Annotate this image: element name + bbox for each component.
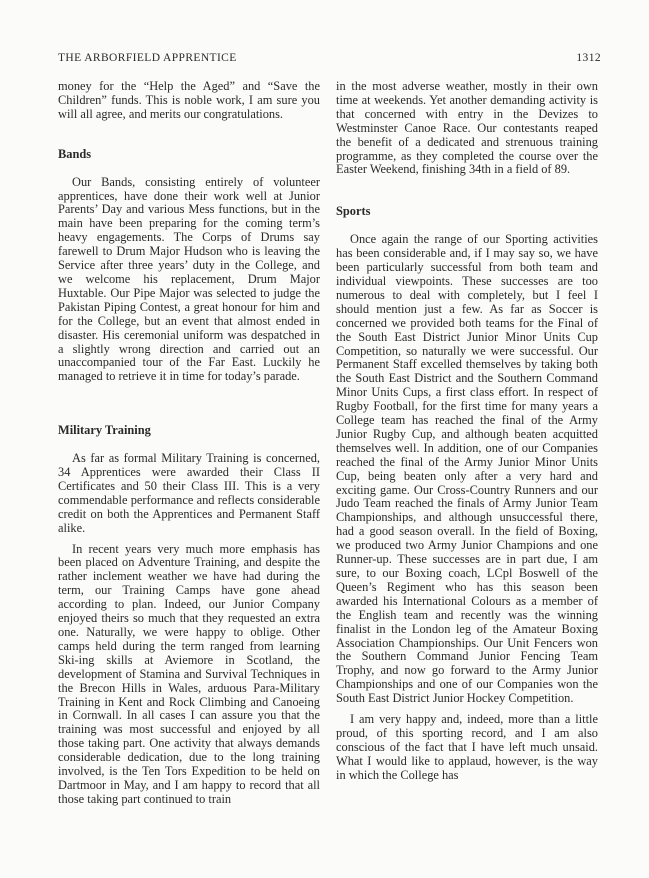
publication-title: THE ARBORFIELD APPRENTICE: [58, 52, 237, 64]
right-column: [336, 80, 598, 783]
sports-heading: Sports: [336, 204, 371, 219]
military-training-heading: Military Training: [58, 423, 151, 438]
sports-paragraph-2: I am very happy and, indeed, more than a little proud, of this sporting record, and I am also conscious of the fact that I have left much unsaid. What I would like to applaud, however, is the way in which the College has: [336, 712, 598, 782]
running-header: [58, 52, 601, 68]
bands-paragraph: Our Bands, consisting entirely of volunteer apprentices, have done their work well at Junior Parents’ Day and various Mess functions, but in the main have been preparing for the coming term’s heavy engagements. The Corps of Drums say farewell to Drum Major Hudson who is leaving the Service after three years’ duty in the College, and we welcome his replacement, Drum Major Huxtable. Our Pipe Major was selected to judge the Pakistan Piping Contest, a great honour for him and for the College, but an event that almost ended in disaster. His ceremonial uniform was despatched in a slightly wrong direction and carried out an unaccompanied tour of the Far East. Luckily he managed to retrieve it in time for today’s parade.: [58, 174, 320, 384]
military-paragraph-1: As far as formal Military Training is concerned, 34 Apprentices were awarded their Class II Certificates and 50 their Class III. This is a very commendable performance and reflects considerable credit on both the Apprentices and Permanent Staff alike.: [58, 451, 320, 535]
intro-paragraph: money for the “Help the Aged” and “Save the Children” funds. This is noble work, I am sure you will all agree, and merits our congratulations.: [58, 79, 320, 121]
military-paragraph-2: In recent years very much more emphasis has been placed on Adventure Training, and despite the rather inclement weather we have had during the term, our Training Camps have gone ahead according to plan. Indeed, our Junior Company enjoyed theirs so much that they requested an extra one. Naturally, we were happy to oblige. Other camps held during the term ranged from learning Ski-ing skills at Aviemore in Scotland, the development of Stamina and Survival Techniques in the Brecon Hills in Wales, arduous Para-Military Training in Kent and Rock Climbing and Canoeing in Cornwall. In all cases I can assure you that the training was most successful and enjoyed by all those taking part. One activity that always demands considerable dedication, due to the long training involved, is the Ten Tors Expedition to be held on Dartmoor in May, and I am happy to record that all those taking part continued to train: [58, 541, 320, 806]
sports-paragraph-1: Once again the range of our Sporting activities has been considerable and, if I may say so, we have been particularly successful from both team and individual viewpoints. These successes are too numerous to deal with completely, but I feel I should mention just a few. As far as Soccer is concerned we provided both teams for the Final of the South East District Junior Minor Units Cup Competition, so naturally we were successful. Our Permanent Staff excelled themselves by taking both the South East District and the Southern Command Minor Units Cups, a first class effort. In respect of Rugby Football, for the first time for many years a College team has reached the final of the Army Junior Rugby Cup, and although beaten acquitted themselves well. In addition, one of our Companies reached the final of the Army Junior Minor Units Cup, being beaten only after a very hard and exciting game. Our Cross-Country Runners and our Judo Team reached the finals of Army Junior Team Championships, and although unsuccessful there, had a good season overall. In the field of Boxing, we produced two Army Junior Champions and one Runner-up. These successes are in part due, I am sure, to our Boxing coach, LCpl Boswell of the Queen’s Regiment who has this season been awarded his International Colours as a member of the English team and recently was the winning finalist in the London leg of the Amateur Boxing Association Championships. Our Unit Fencers won the Southern Command Junior Fencing Team Trophy, and now go forward to the Army Junior Championships and one of our Companies won the South East District Junior Hockey Competition.: [336, 232, 598, 706]
left-column: [58, 80, 320, 807]
bands-heading: Bands: [58, 146, 92, 161]
continuation-paragraph: in the most adverse weather, mostly in their own time at weekends. Yet another demanding activity is that concerned with entry in the Devizes to Westminster Canoe Race. Our contestants reaped the benefit of a dedicated and strenuous training programme, as they completed the course over the Easter Weekend, finishing 34th in a field of 89.: [336, 79, 598, 177]
page-number: 1312: [576, 52, 601, 64]
